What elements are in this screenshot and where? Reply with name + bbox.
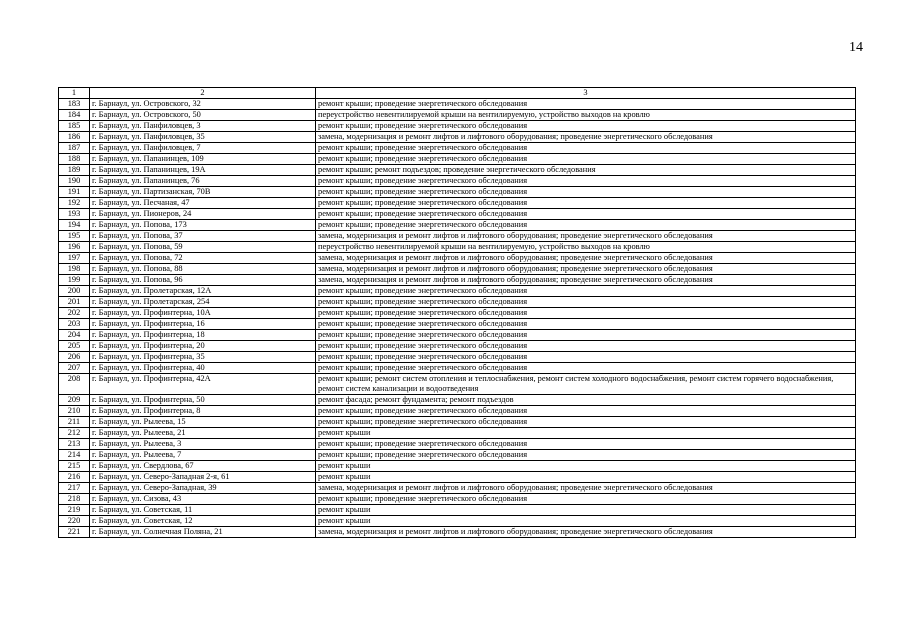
table-body <box>59 99 856 538</box>
row-number-cell: 215 <box>59 461 90 472</box>
work-cell: ремонт крыши; проведение энергетического обследования <box>316 121 856 132</box>
table-row <box>59 308 856 319</box>
address-cell: г. Барнаул, ул. Пионеров, 24 <box>90 209 316 220</box>
work-cell: ремонт крыши; проведение энергетического обследования <box>316 363 856 374</box>
table-row <box>59 428 856 439</box>
work-cell: переустройство невентилируемой крыши на вентилируемую, устройство выходов на кровлю <box>316 242 856 253</box>
table-header-row <box>59 88 856 99</box>
table-row <box>59 494 856 505</box>
work-cell: ремонт крыши; проведение энергетического обследования <box>316 143 856 154</box>
table-row <box>59 330 856 341</box>
row-number-cell: 184 <box>59 110 90 121</box>
work-cell: ремонт крыши; проведение энергетического обследования <box>316 417 856 428</box>
work-cell: ремонт крыши; проведение энергетического обследования <box>316 220 856 231</box>
row-number-cell: 218 <box>59 494 90 505</box>
address-cell: г. Барнаул, ул. Пролетарская, 254 <box>90 297 316 308</box>
work-cell: ремонт крыши; проведение энергетического обследования <box>316 406 856 417</box>
work-cell: ремонт крыши; проведение энергетического обследования <box>316 187 856 198</box>
work-cell: ремонт крыши <box>316 461 856 472</box>
row-number-cell: 195 <box>59 231 90 242</box>
column-header-address: 2 <box>90 88 316 99</box>
address-cell: г. Барнаул, ул. Советская, 12 <box>90 516 316 527</box>
row-number-cell: 205 <box>59 341 90 352</box>
row-number-cell: 208 <box>59 374 90 395</box>
row-number-cell: 191 <box>59 187 90 198</box>
work-cell: замена, модернизация и ремонт лифтов и лифтового оборудования; проведение энергетического обследования <box>316 264 856 275</box>
address-cell: г. Барнаул, ул. Папанинцев, 19А <box>90 165 316 176</box>
address-cell: г. Барнаул, ул. Свердлова, 67 <box>90 461 316 472</box>
work-cell: замена, модернизация и ремонт лифтов и лифтового оборудования; проведение энергетического обследования <box>316 132 856 143</box>
address-cell: г. Барнаул, ул. Панфиловцев, 35 <box>90 132 316 143</box>
row-number-cell: 220 <box>59 516 90 527</box>
row-number-cell: 193 <box>59 209 90 220</box>
row-number-cell: 200 <box>59 286 90 297</box>
work-cell: ремонт крыши; проведение энергетического обследования <box>316 176 856 187</box>
work-cell: переустройство невентилируемой крыши на вентилируемую, устройство выходов на кровлю <box>316 110 856 121</box>
address-cell: г. Барнаул, ул. Попова, 173 <box>90 220 316 231</box>
address-cell: г. Барнаул, ул. Профинтерна, 42А <box>90 374 316 395</box>
table-row <box>59 472 856 483</box>
table-row <box>59 231 856 242</box>
row-number-cell: 199 <box>59 275 90 286</box>
address-cell: г. Барнаул, ул. Папанинцев, 76 <box>90 176 316 187</box>
address-cell: г. Барнаул, ул. Советская, 11 <box>90 505 316 516</box>
column-header-number: 1 <box>59 88 90 99</box>
work-cell: ремонт крыши <box>316 505 856 516</box>
table-row <box>59 461 856 472</box>
work-cell: ремонт крыши; проведение энергетического обследования <box>316 439 856 450</box>
table-row <box>59 264 856 275</box>
row-number-cell: 198 <box>59 264 90 275</box>
row-number-cell: 207 <box>59 363 90 374</box>
work-cell: ремонт крыши; проведение энергетического обследования <box>316 286 856 297</box>
table-row <box>59 220 856 231</box>
page-number: 14 <box>849 40 863 55</box>
work-cell: ремонт крыши; ремонт систем отопления и теплоснабжения, ремонт систем холодного водоснабжения, ремонт систем горячего водоснабжения, ремонт систем канализации и водоотведения <box>316 374 856 395</box>
work-cell: ремонт крыши; проведение энергетического обследования <box>316 341 856 352</box>
row-number-cell: 183 <box>59 99 90 110</box>
address-cell: г. Барнаул, ул. Партизанская, 70В <box>90 187 316 198</box>
address-cell: г. Барнаул, ул. Северо-Западная, 39 <box>90 483 316 494</box>
row-number-cell: 217 <box>59 483 90 494</box>
address-cell: г. Барнаул, ул. Рылеева, 7 <box>90 450 316 461</box>
table-row <box>59 165 856 176</box>
address-cell: г. Барнаул, ул. Профинтерна, 10А <box>90 308 316 319</box>
table-row <box>59 154 856 165</box>
address-cell: г. Барнаул, ул. Профинтерна, 20 <box>90 341 316 352</box>
work-cell: ремонт крыши; проведение энергетического обследования <box>316 154 856 165</box>
row-number-cell: 214 <box>59 450 90 461</box>
address-cell: г. Барнаул, ул. Песчаная, 47 <box>90 198 316 209</box>
row-number-cell: 185 <box>59 121 90 132</box>
row-number-cell: 209 <box>59 395 90 406</box>
row-number-cell: 216 <box>59 472 90 483</box>
table-row <box>59 176 856 187</box>
work-cell: замена, модернизация и ремонт лифтов и лифтового оборудования; проведение энергетического обследования <box>316 275 856 286</box>
work-cell: ремонт крыши; проведение энергетического обследования <box>316 352 856 363</box>
address-cell: г. Барнаул, ул. Островского, 32 <box>90 99 316 110</box>
table-row <box>59 143 856 154</box>
row-number-cell: 194 <box>59 220 90 231</box>
work-cell: ремонт крыши; проведение энергетического обследования <box>316 330 856 341</box>
row-number-cell: 212 <box>59 428 90 439</box>
work-cell: ремонт крыши; проведение энергетического обследования <box>316 308 856 319</box>
table-row <box>59 417 856 428</box>
row-number-cell: 190 <box>59 176 90 187</box>
row-number-cell: 206 <box>59 352 90 363</box>
row-number-cell: 192 <box>59 198 90 209</box>
work-cell: ремонт крыши <box>316 428 856 439</box>
address-cell: г. Барнаул, ул. Профинтерна, 8 <box>90 406 316 417</box>
row-number-cell: 221 <box>59 527 90 538</box>
address-cell: г. Барнаул, ул. Профинтерна, 18 <box>90 330 316 341</box>
row-number-cell: 201 <box>59 297 90 308</box>
address-cell: г. Барнаул, ул. Пролетарская, 12А <box>90 286 316 297</box>
address-cell: г. Барнаул, ул. Панфиловцев, 3 <box>90 121 316 132</box>
work-cell: замена, модернизация и ремонт лифтов и лифтового оборудования; проведение энергетического обследования <box>316 483 856 494</box>
address-cell: г. Барнаул, ул. Профинтерна, 50 <box>90 395 316 406</box>
address-cell: г. Барнаул, ул. Попова, 72 <box>90 253 316 264</box>
works-table <box>58 87 856 538</box>
table-row <box>59 275 856 286</box>
address-cell: г. Барнаул, ул. Попова, 37 <box>90 231 316 242</box>
work-cell: ремонт крыши; ремонт подъездов; проведение энергетического обследования <box>316 165 856 176</box>
address-cell: г. Барнаул, ул. Папанинцев, 109 <box>90 154 316 165</box>
table-row <box>59 187 856 198</box>
work-cell: ремонт крыши <box>316 516 856 527</box>
table-row <box>59 253 856 264</box>
work-cell: ремонт фасада; ремонт фундамента; ремонт подъездов <box>316 395 856 406</box>
column-header-work: 3 <box>316 88 856 99</box>
address-cell: г. Барнаул, ул. Профинтерна, 35 <box>90 352 316 363</box>
table-row <box>59 363 856 374</box>
row-number-cell: 186 <box>59 132 90 143</box>
work-cell: замена, модернизация и ремонт лифтов и лифтового оборудования; проведение энергетического обследования <box>316 231 856 242</box>
address-cell: г. Барнаул, ул. Сизова, 43 <box>90 494 316 505</box>
row-number-cell: 187 <box>59 143 90 154</box>
work-cell: ремонт крыши; проведение энергетического обследования <box>316 209 856 220</box>
table-row <box>59 121 856 132</box>
table-row <box>59 198 856 209</box>
address-cell: г. Барнаул, ул. Рылеева, 21 <box>90 428 316 439</box>
address-cell: г. Барнаул, ул. Рылеева, 15 <box>90 417 316 428</box>
work-cell: ремонт крыши; проведение энергетического обследования <box>316 494 856 505</box>
table-row <box>59 319 856 330</box>
row-number-cell: 203 <box>59 319 90 330</box>
address-cell: г. Барнаул, ул. Панфиловцев, 7 <box>90 143 316 154</box>
work-cell: замена, модернизация и ремонт лифтов и лифтового оборудования; проведение энергетического обследования <box>316 527 856 538</box>
row-number-cell: 197 <box>59 253 90 264</box>
address-cell: г. Барнаул, ул. Рылеева, 3 <box>90 439 316 450</box>
table-row <box>59 483 856 494</box>
table-row <box>59 527 856 538</box>
work-cell: ремонт крыши; проведение энергетического обследования <box>316 198 856 209</box>
table-row <box>59 439 856 450</box>
address-cell: г. Барнаул, ул. Профинтерна, 40 <box>90 363 316 374</box>
table-row <box>59 297 856 308</box>
table-row <box>59 242 856 253</box>
work-cell: ремонт крыши; проведение энергетического обследования <box>316 319 856 330</box>
table-row <box>59 132 856 143</box>
row-number-cell: 211 <box>59 417 90 428</box>
address-cell: г. Барнаул, ул. Северо-Западная 2-я, 61 <box>90 472 316 483</box>
address-cell: г. Барнаул, ул. Попова, 59 <box>90 242 316 253</box>
work-cell: ремонт крыши; проведение энергетического обследования <box>316 450 856 461</box>
table-row <box>59 99 856 110</box>
row-number-cell: 219 <box>59 505 90 516</box>
address-cell: г. Барнаул, ул. Профинтерна, 16 <box>90 319 316 330</box>
row-number-cell: 196 <box>59 242 90 253</box>
table-row <box>59 352 856 363</box>
address-cell: г. Барнаул, ул. Попова, 88 <box>90 264 316 275</box>
table-row <box>59 406 856 417</box>
table-row <box>59 450 856 461</box>
row-number-cell: 213 <box>59 439 90 450</box>
row-number-cell: 204 <box>59 330 90 341</box>
address-cell: г. Барнаул, ул. Солнечная Поляна, 21 <box>90 527 316 538</box>
table-row <box>59 209 856 220</box>
address-cell: г. Барнаул, ул. Островского, 50 <box>90 110 316 121</box>
table-row <box>59 374 856 395</box>
work-cell: ремонт крыши; проведение энергетического обследования <box>316 99 856 110</box>
work-cell: ремонт крыши; проведение энергетического обследования <box>316 297 856 308</box>
table-row <box>59 110 856 121</box>
work-cell: замена, модернизация и ремонт лифтов и лифтового оборудования; проведение энергетического обследования <box>316 253 856 264</box>
table-row <box>59 286 856 297</box>
row-number-cell: 202 <box>59 308 90 319</box>
table-row <box>59 341 856 352</box>
row-number-cell: 188 <box>59 154 90 165</box>
address-cell: г. Барнаул, ул. Попова, 96 <box>90 275 316 286</box>
row-number-cell: 189 <box>59 165 90 176</box>
table-row <box>59 395 856 406</box>
table-row <box>59 516 856 527</box>
work-cell: ремонт крыши <box>316 472 856 483</box>
row-number-cell: 210 <box>59 406 90 417</box>
table-row <box>59 505 856 516</box>
